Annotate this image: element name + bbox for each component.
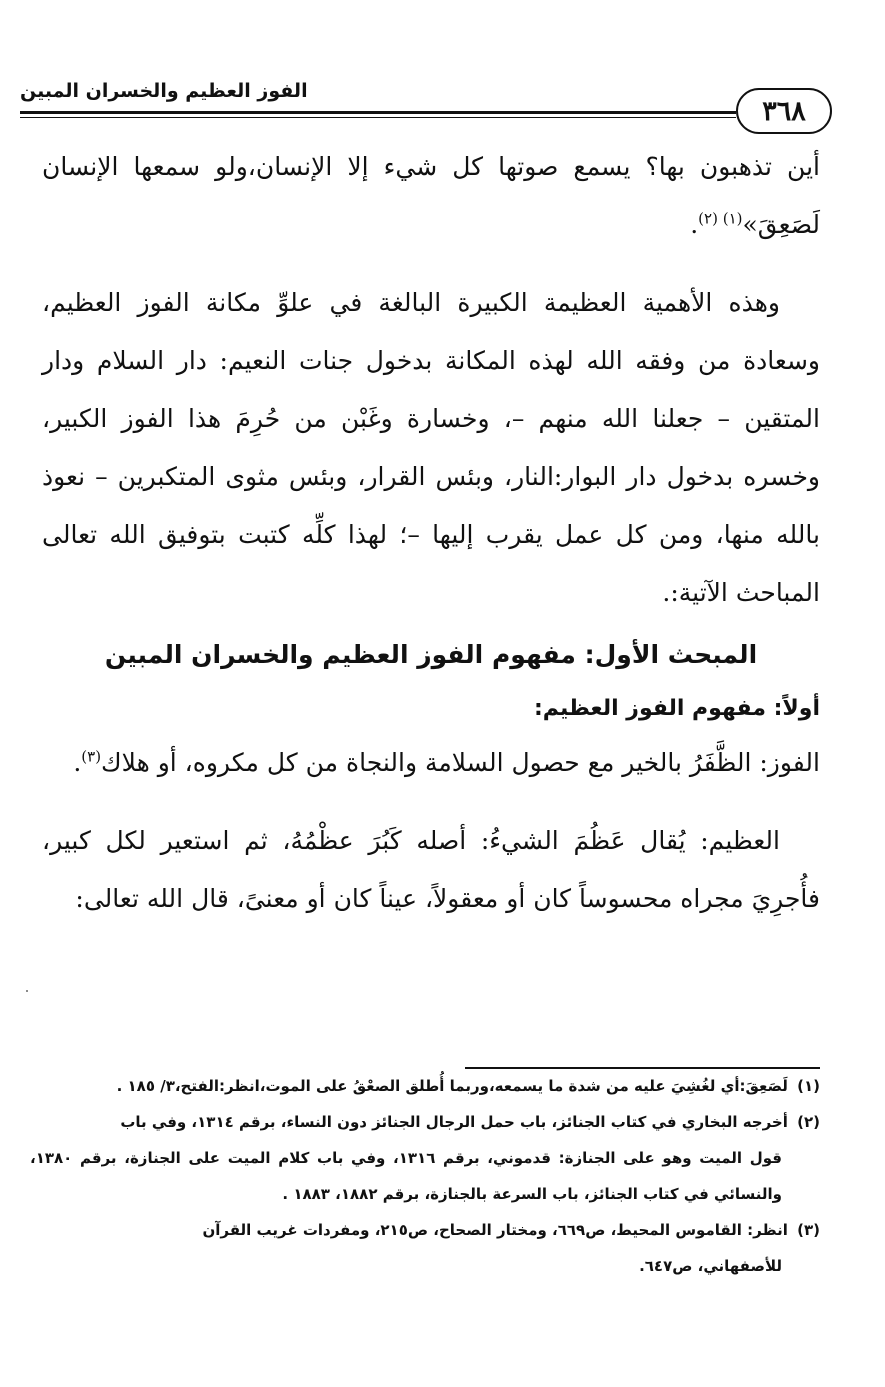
paragraph-text: الفوز: الظَّفَرُ بالخير مع حصول السلامة والنجاة من كل مكروه، أو هلاك bbox=[101, 748, 820, 777]
footnote-2 bbox=[30, 1104, 820, 1140]
footnote-2-continued: قول الميت وهو على الجنازة: قدموني، برقم ١٣١٦، وفي باب كلام الميت على الجنازة، برقم ١٣٨٠، والنسائي في كتاب الجنائز، باب السرعة بالجنازة، برقم ١٨٨٢، ١٨٨٣ . bbox=[30, 1149, 782, 1203]
footnote-number: (٣) bbox=[797, 1221, 820, 1239]
scan-speck bbox=[26, 990, 28, 992]
footnote-text: لَصَعِقَ:أي لغُشِيَ عليه من شدة ما يسمعه،وربما أُطلق الصعْقُ على الموت،انظر:الفتح،٣/ ١٨٥ . bbox=[116, 1077, 788, 1095]
footnote-3-continued: للأصفهاني، ص٦٤٧. bbox=[639, 1257, 782, 1275]
footnote-refs: (١) (٢) bbox=[698, 209, 743, 228]
running-title: الفوز العظيم والخسران المبين bbox=[20, 80, 308, 102]
footnote-3 bbox=[30, 1212, 820, 1248]
header-rule-thin bbox=[20, 117, 736, 118]
footnote-1 bbox=[30, 1068, 820, 1104]
page-header bbox=[20, 70, 832, 136]
paragraph-text: أين تذهبون بها؟ يسمع صوتها كل شيء إلا الإنسان،ولو سمعها الإنسان لَصَعِقَ» bbox=[42, 152, 820, 239]
footnote-text: أخرجه البخاري في كتاب الجنائز، باب حمل الرجال الجنائز دون النساء، برقم ١٣١٤، وفي باب bbox=[120, 1113, 788, 1131]
section-heading: المبحث الأول: مفهوم الفوز العظيم والخسران المبين bbox=[104, 640, 758, 669]
paragraph-fawz-definition: الفوز: الظَّفَرُ بالخير مع حصول السلامة والنجاة من كل مكروه، أو هلاك$^{(٣)}$. bbox=[73, 747, 820, 777]
page-number-badge: ٣٦٨ bbox=[736, 88, 832, 134]
header-rule-thick bbox=[20, 111, 736, 114]
main-text bbox=[42, 138, 820, 928]
footnote-number: (١) bbox=[797, 1077, 820, 1095]
footnote-text: انظر: القاموس المحيط، ص٦٦٩، ومختار الصحاح، ص٢١٥، ومفردات غريب القرآن bbox=[202, 1221, 788, 1239]
subsection-heading: أولاً: مفهوم الفوز العظيم: bbox=[533, 696, 820, 721]
paragraph-azim-definition: العظيم: يُقال عَظُمَ الشيءُ: أصله كَبُرَ عظْمُهُ، ثم استعير لكل كبير، فأُجرِيَ مجراه محسوساً كان أو معقولاً، عيناً كان أو معنىً، قال الله تعالى: bbox=[42, 826, 820, 913]
footnotes bbox=[30, 1068, 820, 1284]
footnote-ref: (٣) bbox=[81, 747, 102, 766]
paragraph-quote-end: أين تذهبون بها؟ يسمع صوتها كل شيء إلا الإنسان،ولو سمعها الإنسان لَصَعِقَ»$^{(١) (٢)}$. bbox=[42, 152, 820, 239]
footnote-number: (٢) bbox=[797, 1113, 820, 1131]
paragraph-importance: وهذه الأهمية العظيمة الكبيرة البالغة في علوِّ مكانة الفوز العظيم، وسعادة من وفقه الله لهذه المكانة بدخول جنات النعيم: دار السلام ودار المتقين – جعلنا الله منهم –، وخسارة وغَبْن من حُرِمَ هذا الفوز الكبير، وخسره بدخول دار البوار:النار، وبئس القرار، وبئس مثوى المتكبرين – نعوذ بالله منها، ومن كل عمل يقرب إليها –؛ لهذا كلِّه كتبت بتوفيق الله تعالى المباحث الآتية:. bbox=[42, 288, 820, 607]
